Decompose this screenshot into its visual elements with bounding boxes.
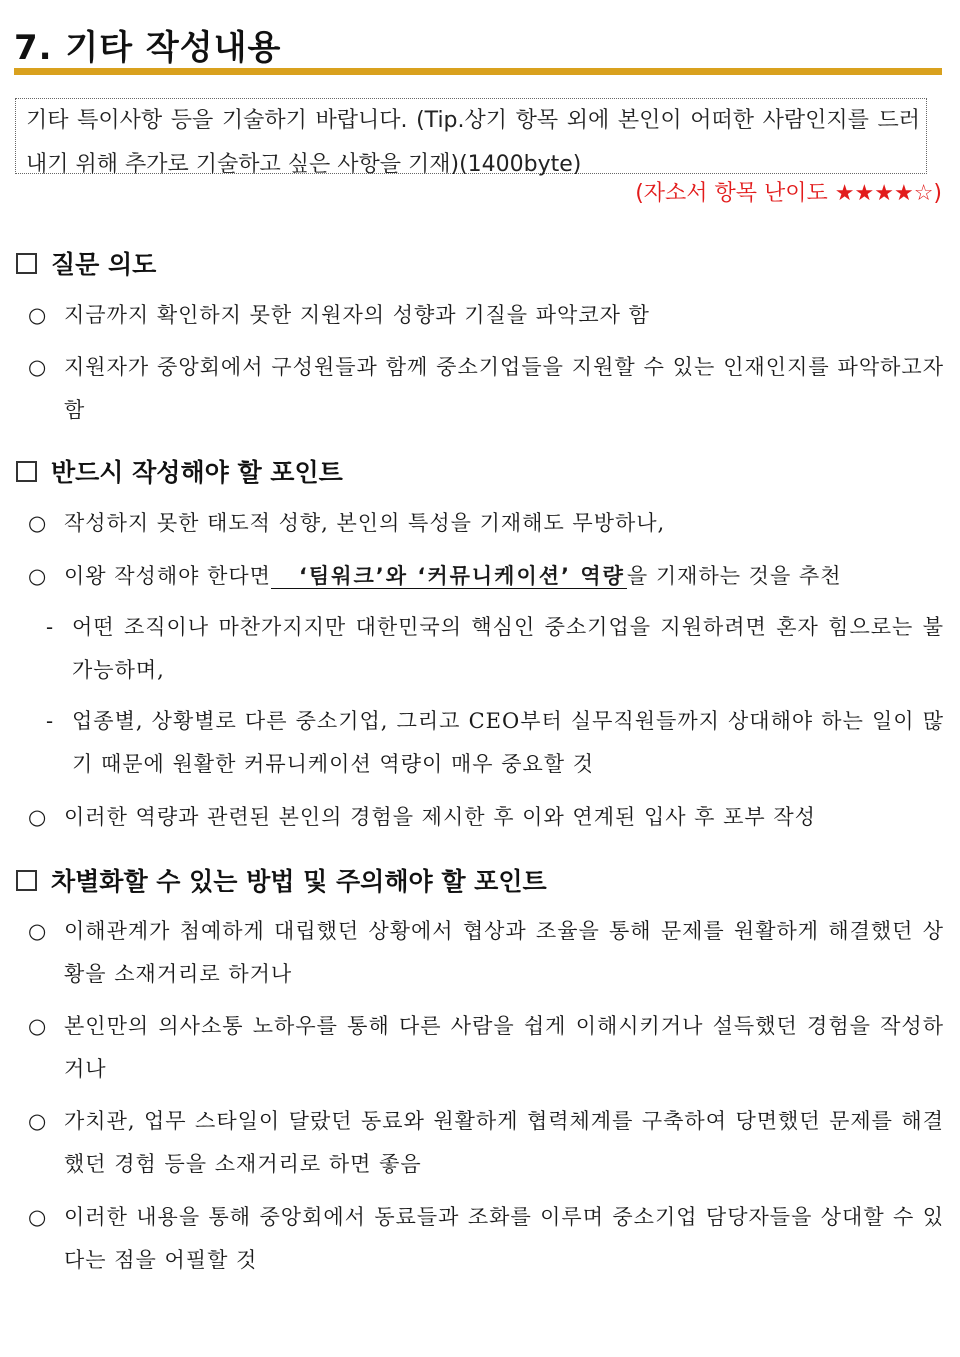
list-item-text: [64, 555, 944, 598]
dash-bullet-icon: -: [46, 709, 55, 733]
circle-bullet-icon: ○: [28, 355, 48, 379]
checkbox-square-icon: [16, 461, 37, 482]
list-item-sub: [46, 606, 944, 692]
section-heading-differentiation-points: [16, 862, 547, 898]
list-item-text-before: 이왕 작성해야 한다면: [64, 564, 271, 588]
difficulty-rating: (자소서 항목 난이도 ★★★★☆): [635, 181, 942, 206]
circle-bullet-icon: ○: [28, 1014, 48, 1038]
checkbox-square-icon: [16, 253, 37, 274]
circle-bullet-icon: ○: [28, 1205, 48, 1229]
list-item-sub: [46, 700, 944, 786]
list-item: [28, 502, 944, 545]
circle-bullet-icon: ○: [28, 805, 48, 829]
section-heading-label: 질문 의도: [51, 250, 157, 279]
list-item: [28, 555, 944, 598]
list-item: [28, 910, 944, 996]
page-title: 7. 기타 작성내용: [14, 28, 282, 68]
list-item: [28, 796, 944, 839]
list-item: [28, 294, 944, 337]
list-item-text: 이러한 내용을 통해 중앙회에서 동료들과 조화를 이루며 중소기업 담당자들을 상대할 수 있다는 점을 어필할 것: [64, 1205, 944, 1272]
question-prompt-box: 기타 특이사항 등을 기술하기 바랍니다. (Tip.상기 항목 외에 본인이 어떠한 사람인지를 드러내기 위해 추가로 기술하고 싶은 사항을 기재)(1400byte): [15, 98, 927, 174]
list-item-text: 지원자가 중앙회에서 구성원들과 함께 중소기업들을 지원할 수 있는 인재인지를 파악하고자 함: [64, 355, 944, 422]
list-item-text: 이해관계가 첨예하게 대립했던 상황에서 협상과 조율을 통해 문제를 원활하게 해결했던 상황을 소재거리로 하거나: [64, 919, 944, 986]
list-item: [28, 1005, 944, 1091]
circle-bullet-icon: ○: [28, 303, 48, 327]
list-item-text: 작성하지 못한 태도적 성향, 본인의 특성을 기재해도 무방하나,: [64, 511, 666, 535]
list-item-text: 지금까지 확인하지 못한 지원자의 성향과 기질을 파악코자 함: [64, 303, 650, 327]
circle-bullet-icon: ○: [28, 564, 48, 588]
section-heading-label: 차별화할 수 있는 방법 및 주의해야 할 포인트: [51, 867, 547, 896]
checkbox-square-icon: [16, 870, 37, 891]
dash-bullet-icon: -: [46, 615, 55, 639]
section-heading-must-write-points: [16, 453, 343, 489]
list-item-text-after: 을 기재하는 것을 추천: [626, 564, 842, 588]
circle-bullet-icon: ○: [28, 1109, 48, 1133]
circle-bullet-icon: ○: [28, 511, 48, 535]
list-item-text: 본인만의 의사소통 노하우를 통해 다른 사람을 쉽게 이해시키거나 설득했던 경험을 작성하거나: [64, 1014, 944, 1081]
title-underline-rule: [14, 68, 942, 75]
list-item-text: 이러한 역량과 관련된 본인의 경험을 제시한 후 이와 연계된 입사 후 포부 작성: [64, 805, 816, 829]
section-heading-question-intent: [16, 245, 156, 281]
section-heading-label: 반드시 작성해야 할 포인트: [51, 458, 343, 487]
circle-bullet-icon: ○: [28, 919, 48, 943]
list-item: [28, 1100, 944, 1186]
list-item-text: 어떤 조직이나 마찬가지지만 대한민국의 핵심인 중소기업을 지원하려면 혼자 힘으로는 불가능하며,: [72, 615, 944, 682]
list-item-text: 가치관, 업무 스타일이 달랐던 동료와 원활하게 협력체계를 구축하여 당면했던 문제를 해결했던 경험 등을 소재거리로 하면 좋음: [64, 1109, 944, 1176]
list-item: [28, 346, 944, 432]
list-item: [28, 1196, 944, 1282]
list-item-text: 업종별, 상황별로 다른 중소기업, 그리고 CEO부터 실무직원들까지 상대해야 하는 일이 많기 때문에 원활한 커뮤니케이션 역량이 매우 중요할 것: [72, 709, 944, 776]
emphasized-keywords: ‘팀워크’와 ‘커뮤니케이션’ 역량: [271, 564, 627, 589]
